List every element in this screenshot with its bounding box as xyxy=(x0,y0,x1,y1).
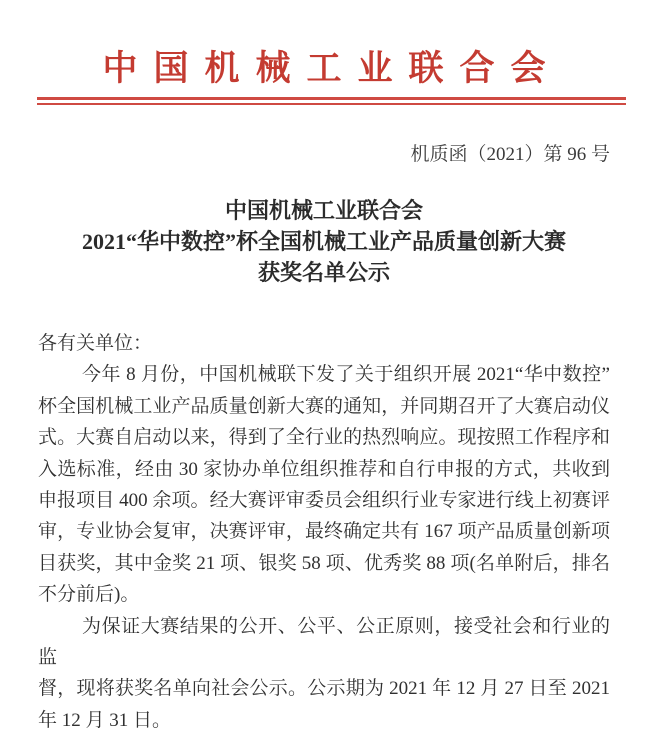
red-divider-line xyxy=(37,97,626,105)
notice-title xyxy=(38,195,610,288)
body-line: 式。大赛自启动以来，得到了全行业的热烈响应。现按照工作程序和 xyxy=(38,427,610,449)
salutation: 各有关单位： xyxy=(38,333,153,354)
body-line: 审，专业协会复审，决赛评审，最终确定共有 167 项产品质量创新项 xyxy=(38,521,610,543)
document-body xyxy=(38,328,610,736)
document-number: 机质函（2021）第 96 号 xyxy=(410,144,610,165)
body-line: 督，现将获奖名单向社会公示。公示期为 2021 年 12 月 27 日至 2021 xyxy=(38,678,610,700)
body-line: 目获奖，其中金奖 21 项、银奖 58 项、优秀奖 88 项(名单附后，排名 xyxy=(38,552,610,574)
body-line: 为保证大赛结果的公开、公平、公正原则，接受社会和行业的监 xyxy=(38,615,610,669)
body-line: 申报项目 400 余项。经大赛评审委员会组织行业专家进行线上初赛评 xyxy=(38,490,610,512)
body-line: 入选标准，经由 30 家协办单位组织推荐和自行申报的方式，共收到 xyxy=(38,458,610,480)
document-page xyxy=(0,46,648,750)
notice-title-line2: 2021“华中数控”杯全国机械工业产品质量创新大赛 xyxy=(81,229,566,254)
notice-title-line1: 中国机械工业联合会 xyxy=(224,198,423,223)
body-line: 年 12 月 31 日。 xyxy=(38,709,172,731)
notice-title-line3: 获奖名单公示 xyxy=(257,260,390,285)
body-line: 今年 8 月份，中国机械联下发了关于组织开展 2021“华中数控” xyxy=(82,364,610,386)
letterhead-org-name: 中国机械工业联合会 xyxy=(102,49,562,88)
body-line: 不分前后)。 xyxy=(38,584,140,606)
body-line: 杯全国机械工业产品质量创新大赛的通知，并同期召开了大赛启动仪 xyxy=(38,395,610,417)
